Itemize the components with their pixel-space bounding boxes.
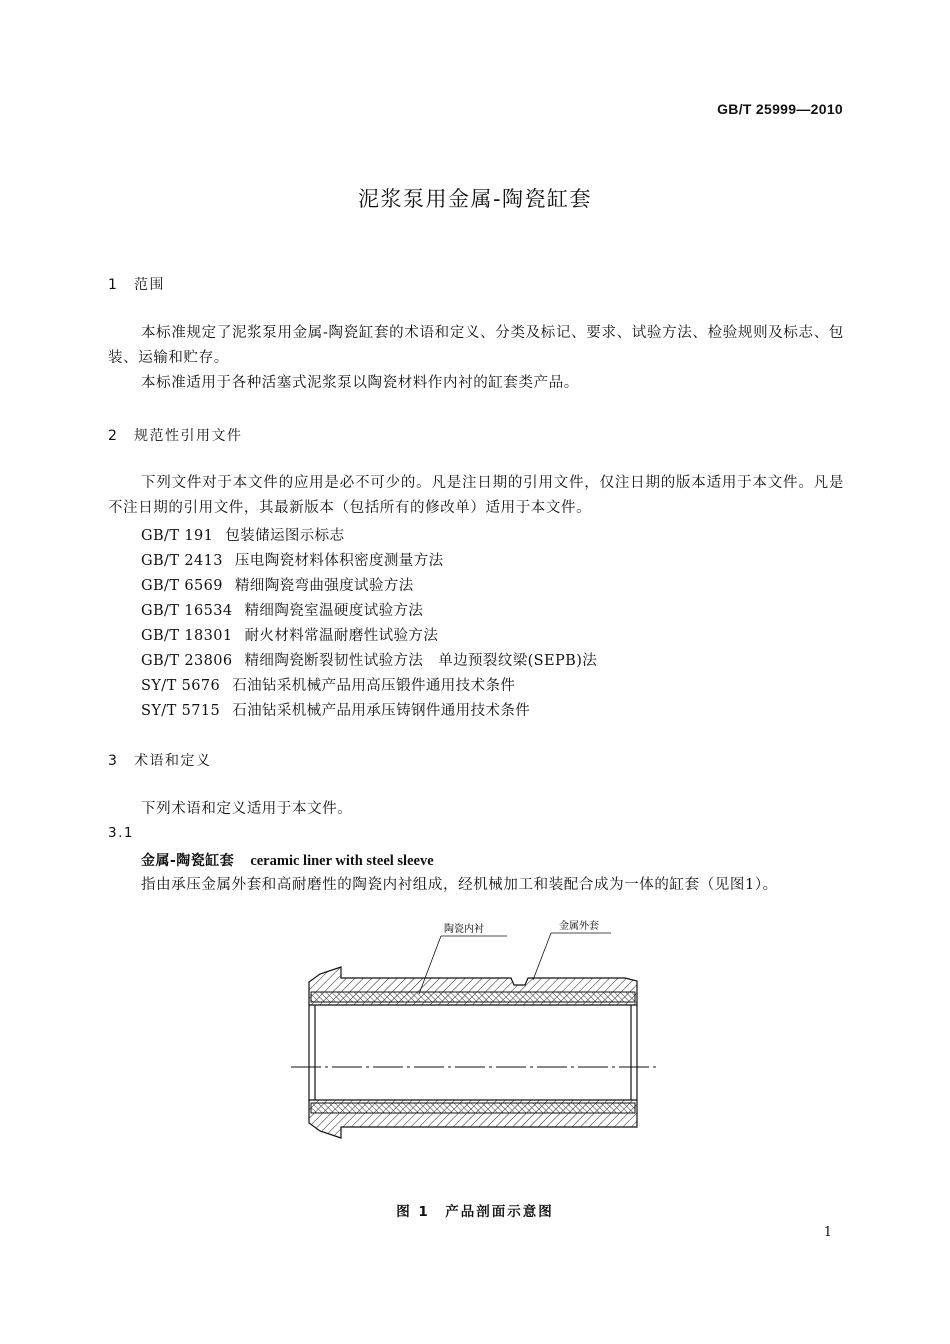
reference-title: 精细陶瓷弯曲强度试验方法 [234,578,414,594]
reference-item [141,699,530,720]
section-3-heading [108,750,212,770]
cylinder-liner-section-figure [285,912,665,1187]
reference-code: SY/T 5676 [141,678,221,694]
page-number: 1 [823,1225,832,1240]
figure-caption: 图 1 产品剖面示意图 [396,1204,554,1220]
reference-title: 精细陶瓷断裂韧性试验方法 单边预裂纹梁(SEPB)法 [244,653,598,669]
section-title: 术语和定义 [134,753,212,769]
ceramic-liner-bottom [311,1103,635,1113]
term-english: ceramic liner with steel sleeve [250,853,434,869]
reference-code: GB/T 18301 [141,628,233,644]
reference-item [141,649,597,670]
label-ceramic-liner: 陶瓷内衬 [444,924,484,935]
section-number: 2 [108,428,119,444]
ceramic-liner-top [311,992,635,1002]
reference-title: 压电陶瓷材料体积密度测量方法 [234,553,444,569]
section-1-paragraph-1: 本标准规定了泥浆泵用金属-陶瓷缸套的术语和定义、分类及标记、要求、试验方法、检验规则及标志、包装、运输和贮存。 [108,325,844,366]
reference-code: SY/T 5715 [141,703,221,719]
standard-code: GB/T 25999—2010 [717,101,843,117]
section-3-intro: 下列术语和定义适用于本文件。 [141,801,353,817]
reference-code: GB/T 16534 [141,603,233,619]
term-chinese: 金属-陶瓷缸套 [141,853,235,869]
term-number: 3.1 [108,825,134,841]
section-1-paragraph-2: 本标准适用于各种活塞式泥浆泵以陶瓷材料作内衬的缸套类产品。 [141,375,579,391]
reference-item [141,524,344,545]
term-definition: 指由承压金属外套和高耐磨性的陶瓷内衬组成，经机械加工和装配合成为一体的缸套（见图1）。 [141,877,778,893]
reference-item [141,549,444,570]
section-1-heading [108,274,165,294]
section-title: 范围 [134,277,165,293]
reference-title: 耐火材料常温耐磨性试验方法 [244,628,439,644]
section-number: 3 [108,753,119,769]
reference-title: 石油钻采机械产品用承压铸钢件通用技术条件 [232,703,531,719]
document-title: 泥浆泵用金属-陶瓷缸套 [357,187,593,211]
reference-item [141,574,414,595]
reference-item [141,624,438,645]
label-steel-sleeve: 金属外套 [559,921,599,932]
section-2-heading [108,425,243,445]
section-number: 1 [108,277,119,293]
reference-title: 精细陶瓷室温硬度试验方法 [244,603,424,619]
reference-code: GB/T 2413 [141,553,223,569]
reference-title: 石油钻采机械产品用高压锻件通用技术条件 [232,678,516,694]
section-2-intro: 下列文件对于本文件的应用是必不可少的。凡是注日期的引用文件，仅注日期的版本适用于本文件。凡是不注日期的引用文件，其最新版本（包括所有的修改单）适用于本文件。 [108,475,844,516]
section-title: 规范性引用文件 [134,428,243,444]
reference-item [141,674,515,695]
reference-code: GB/T 191 [141,528,214,544]
reference-code: GB/T 23806 [141,653,233,669]
reference-title: 包装储运图示标志 [225,528,345,544]
reference-item [141,599,423,620]
reference-code: GB/T 6569 [141,578,223,594]
term-entry [141,850,434,870]
